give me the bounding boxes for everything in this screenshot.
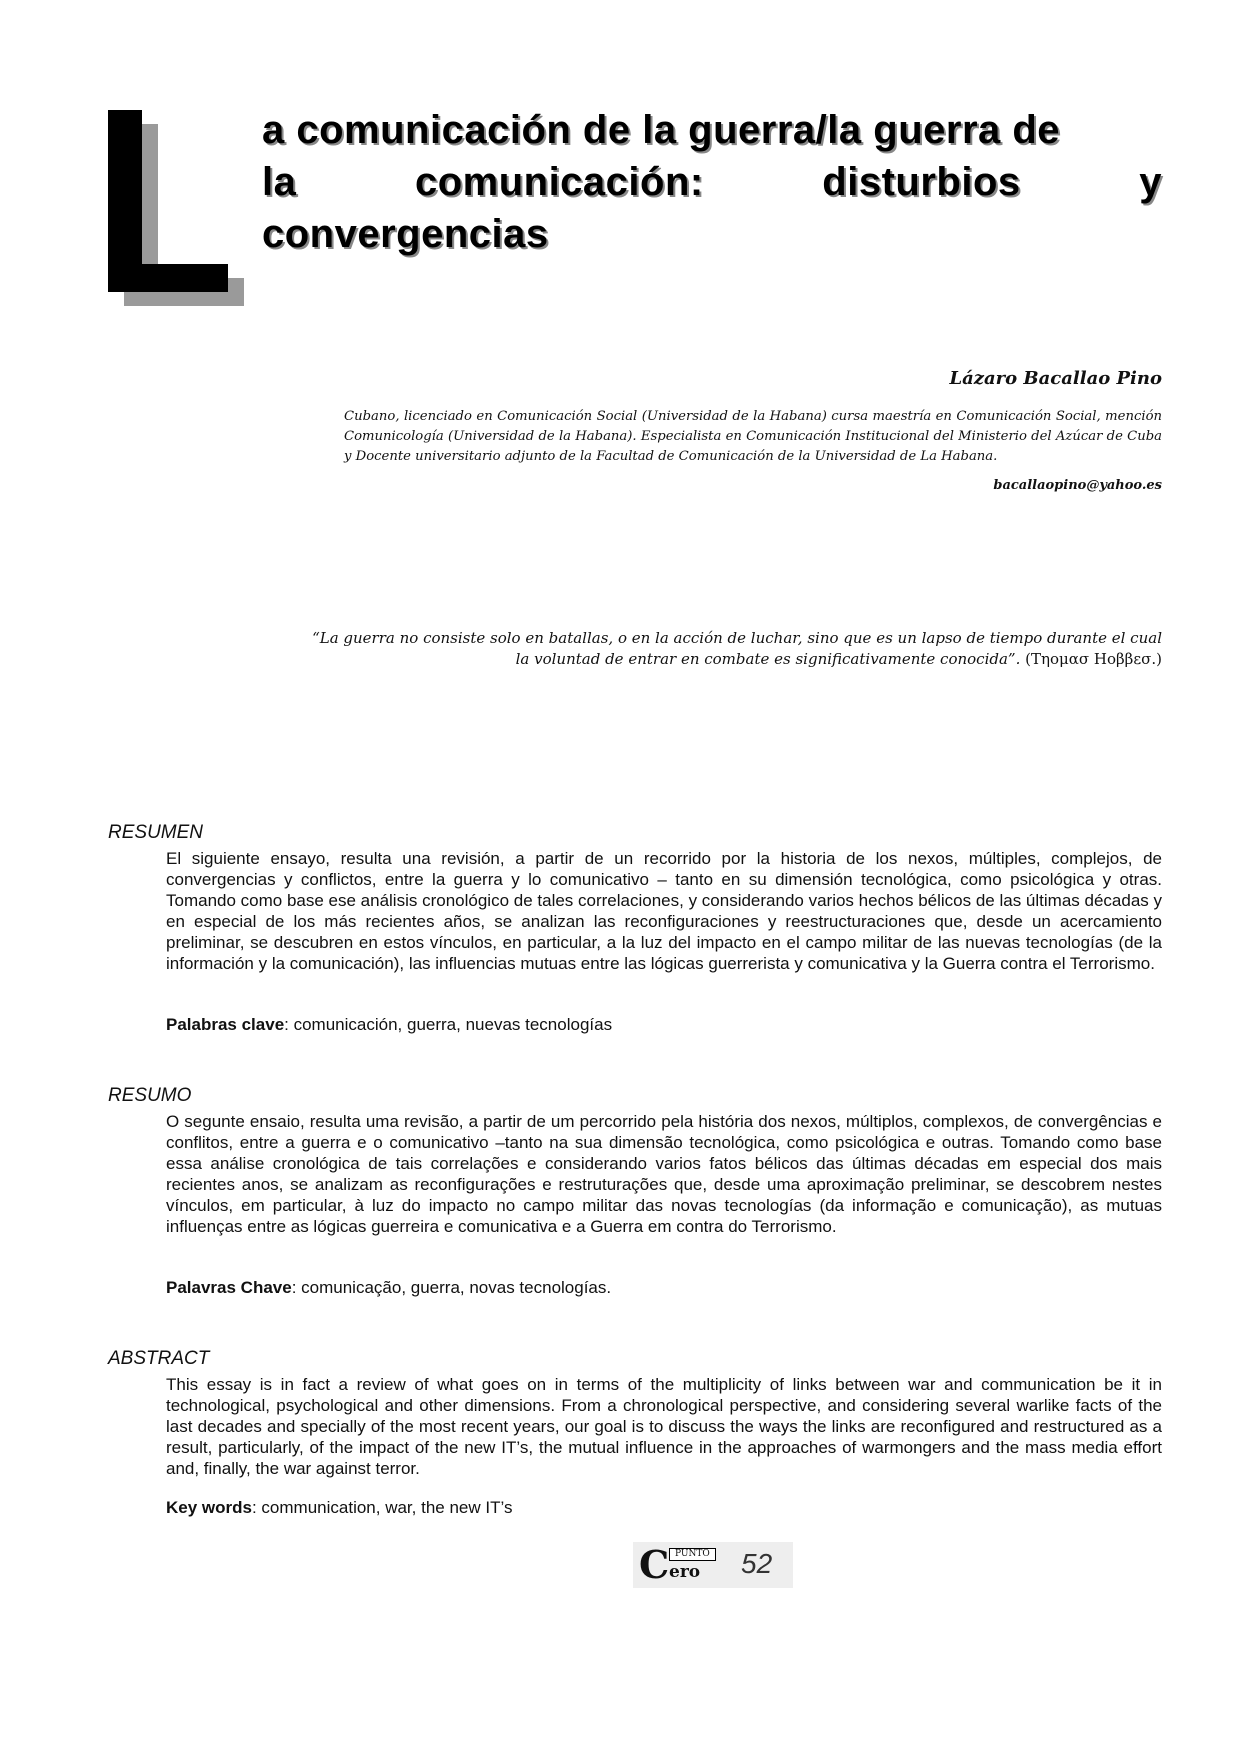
section-heading-abstract: ABSTRACT <box>108 1348 210 1369</box>
keywords-value: : comunicación, guerra, nuevas tecnologías <box>284 1015 613 1034</box>
journal-logo <box>633 1542 793 1588</box>
author-email[interactable]: bacallaopino@yahoo.es <box>993 478 1162 493</box>
keywords-label: Key words <box>166 1498 252 1517</box>
section-body-resumen: El siguiente ensayo, resulta una revisión, a partir de un recorrido por la historia de los nexos, múltiples, complejos, de convergencias y conflictos, entre la guerra y lo comunicativo – tanto en su dimensión tecnológica, como psicológica y otras. Tomando como base ese análisis cronológico de tales correlaciones, y considerando varios hechos bélicos de las últimas décadas y en especial de los más recientes años, se analizan las reconfiguraciones y reestructuraciones que, desde un acercamiento preliminar, se descubren en estos vínculos, en particular, a la luz del impacto en el campo militar de las nuevas tecnologías (de la información y la comunicación), las influencias mutuas entre las lógicas guerrerista y comunicativa y la Guerra contra el Terrorismo. <box>166 849 1162 973</box>
title-line-3: convergencias <box>262 212 549 256</box>
keywords-label: Palavras Chave <box>166 1278 292 1297</box>
keywords-value: : comunicação, guerra, novas tecnologías. <box>291 1278 612 1297</box>
section-heading-resumen: RESUMEN <box>108 822 204 843</box>
article-title <box>262 104 1162 260</box>
epigraph-attribution: (Τηομασ Ηοββεσ.) <box>1025 650 1162 668</box>
logo-ero: ero <box>669 1562 701 1582</box>
epigraph <box>300 628 1162 670</box>
title-line-2: la comunicación: disturbios y <box>262 160 1162 204</box>
section-body-abstract: This essay is in fact a review of what goes on in terms of the multiplicity of links between war and communication be it in technological, psychological and other dimensions. From a chronological perspective, and considering several warlike facts of the last decades and specially of the most recent years, our goal is to discuss the ways the links are reconfigured and restructured as a result, particularly, of the impact of the new IT’s, the mutual influence in the approaches of warmongers and the mass media effort and, finally, the war against terror. <box>166 1375 1162 1478</box>
logo-punto: PUNTO <box>669 1548 716 1561</box>
author-name: Lázaro Bacallao Pino <box>949 368 1162 389</box>
keywords-resumen <box>166 1015 612 1035</box>
title-line-1: a comunicación de la guerra/la guerra de <box>262 108 1061 152</box>
epigraph-text: “La guerra no consiste solo en batallas, o en la acción de luchar, sino que es un lapso de tiempo durante el cual la voluntad de entrar en combate es significativamente conocida”. <box>312 629 1162 668</box>
author-bio: Cubano, licenciado en Comunicación Social (Universidad de la Habana) cursa maestría en Comunicación Social, mención Comunicología (Universidad de la Habana). Especialista en Comunicación Institucional del Ministerio del Azúcar de Cuba y Docente universitario adjunto de la Facultad de Comunicación de la Universidad de La Habana. <box>344 409 1162 464</box>
section-body-resumo: O segunte ensaio, resulta uma revisão, a partir de um percorrido pela história dos nexos, múltiplos, complexos, de convergências e conflitos, entre a guerra e o comunicativo –tanto na sua dimensão tecnológica, como psicológica e outras. Tomando como base essa análise cronológica de tais correlações e considerando varios fatos bélicos das últimas décadas em especial dos mais recientes anos, se analizam as reconfigurações e restruturações que, desde uma aproximação preliminar, se descobrem nestes vínculos, em particular, à luz do impacto no campo militar das novas tecnologías (da informação e comunicação), as mutuas influenças entre as lógicas guerreira e comunicativa e a Guerra em contra do Terrorismo. <box>166 1112 1162 1236</box>
keywords-resumo <box>166 1278 611 1298</box>
keywords-label: Palabras clave <box>166 1015 285 1034</box>
keywords-abstract <box>166 1498 512 1518</box>
keywords-value: : communication, war, the new IT’s <box>251 1498 513 1517</box>
logo-letter-c: C <box>639 1542 670 1587</box>
section-heading-resumo: RESUMO <box>108 1085 192 1106</box>
drop-cap <box>108 110 248 310</box>
page-number: 52 <box>741 1548 773 1579</box>
